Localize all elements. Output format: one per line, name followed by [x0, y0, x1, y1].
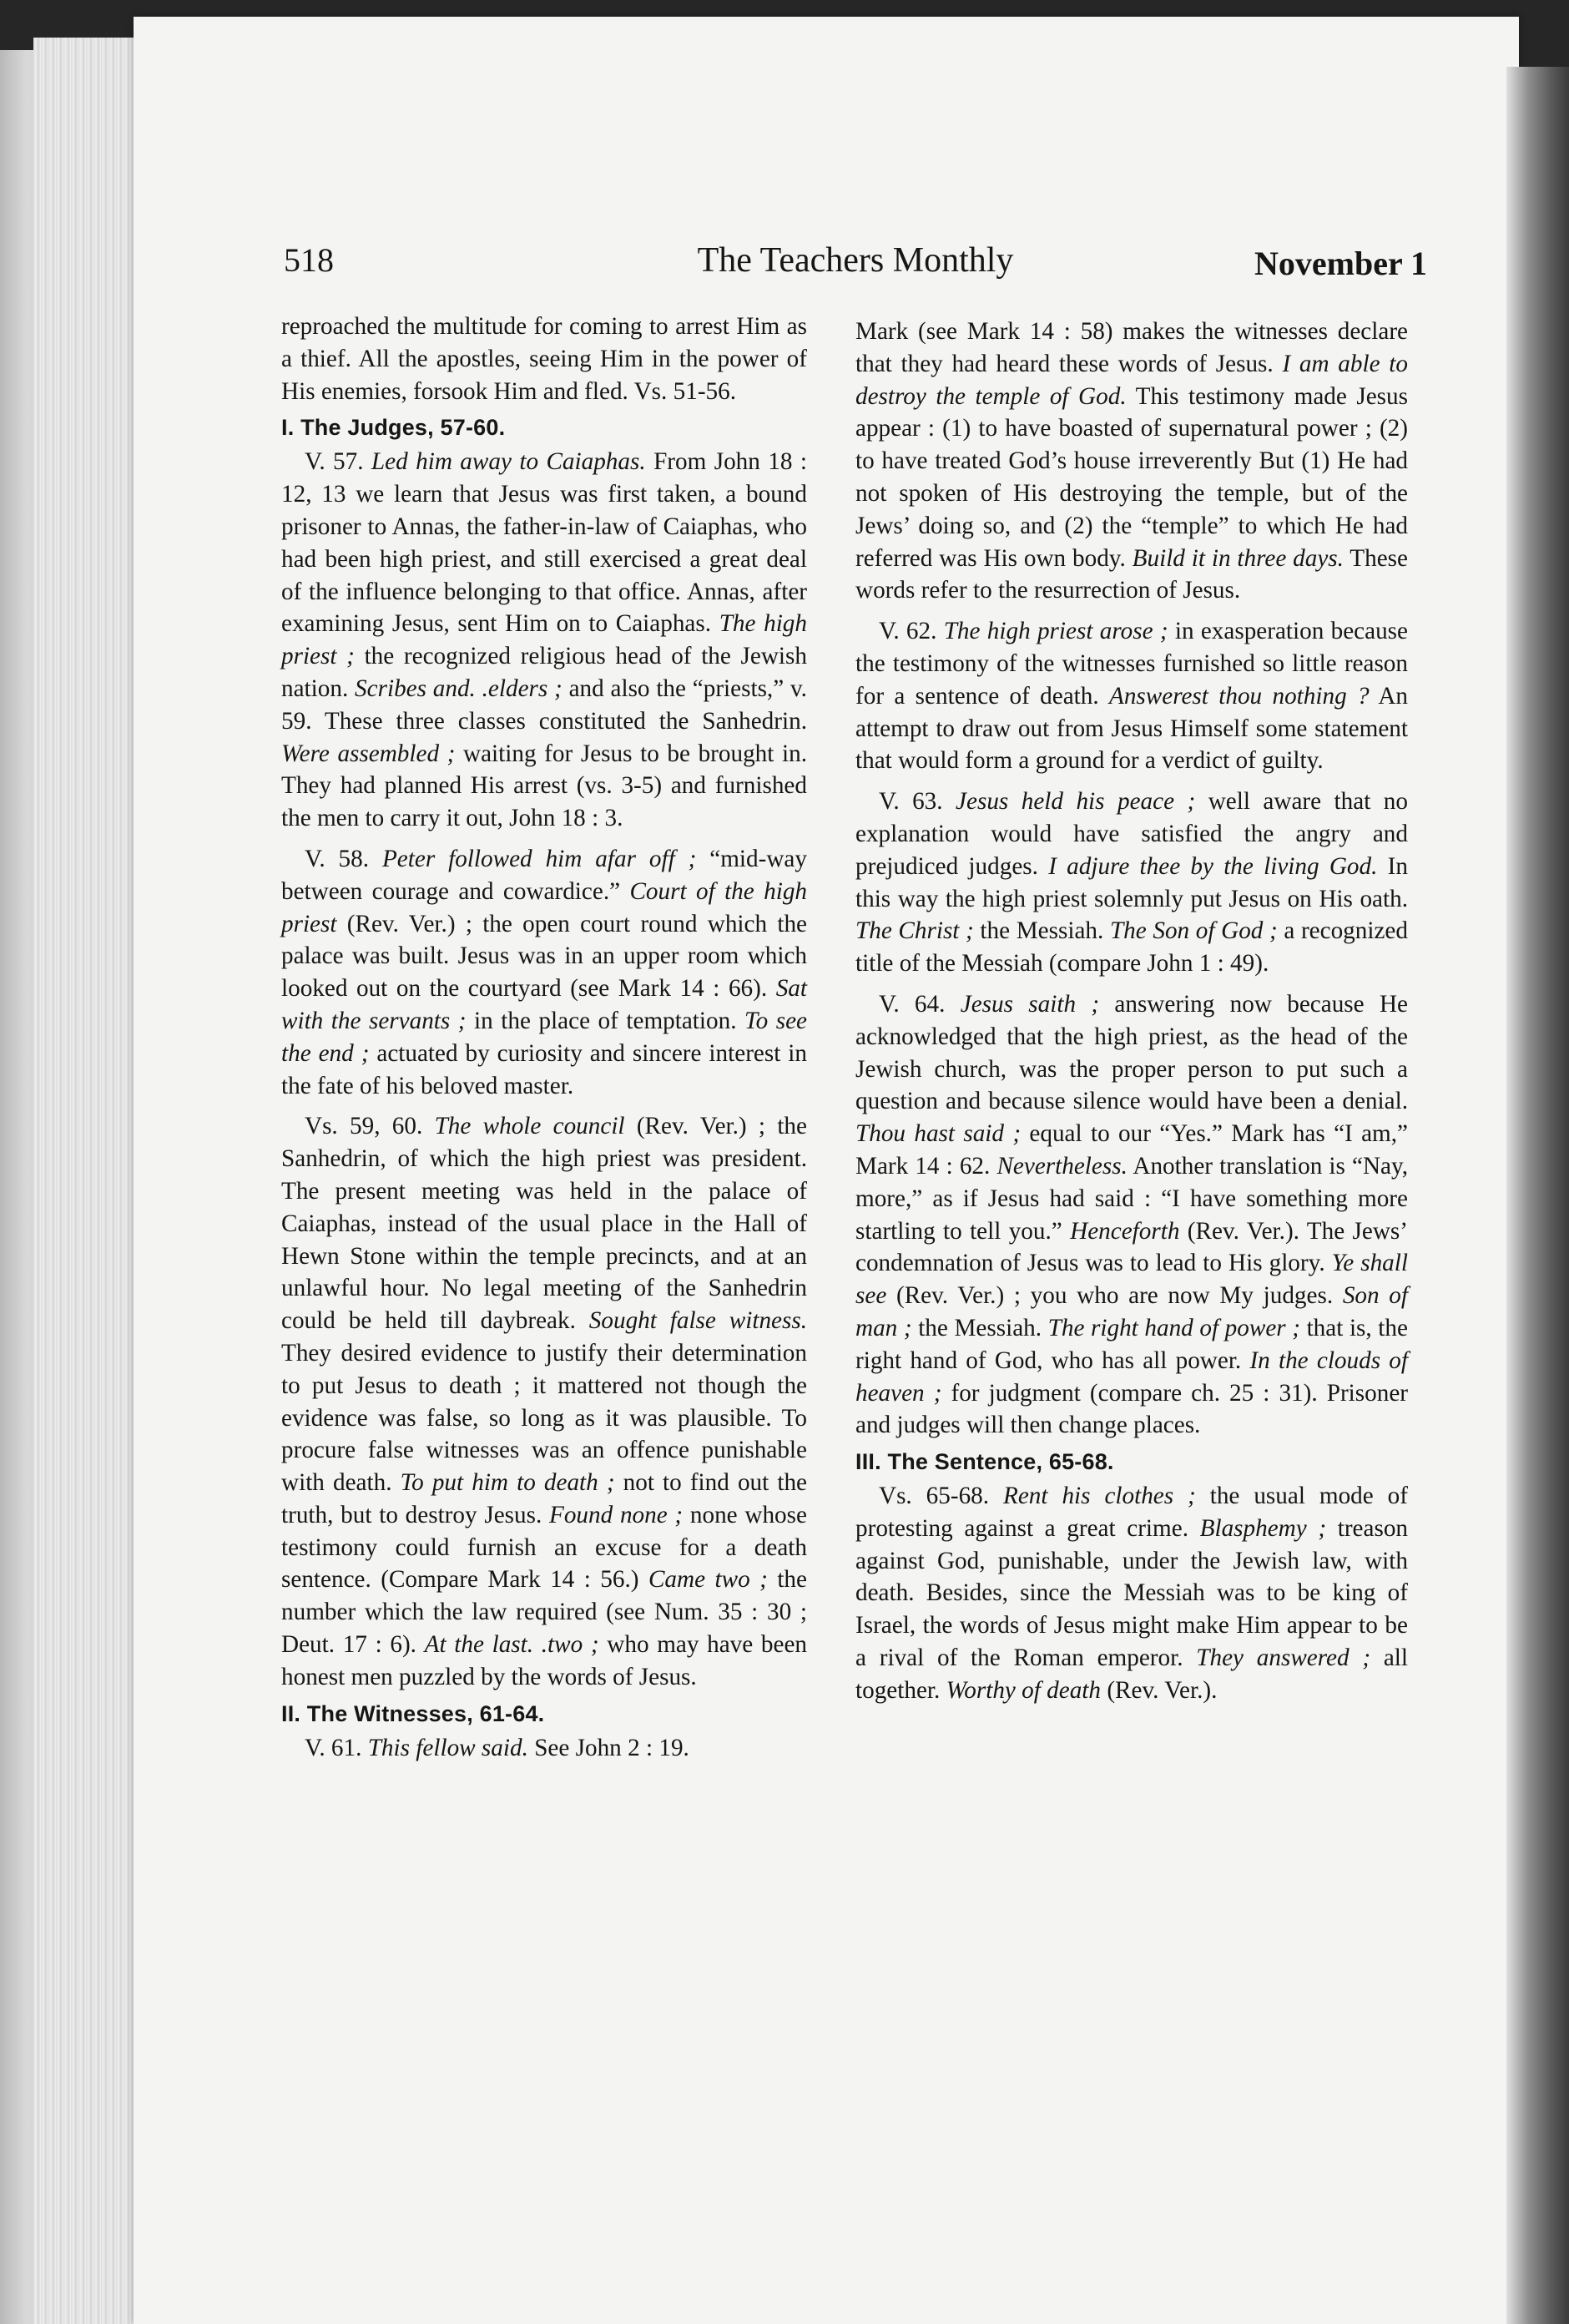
italic-phrase: This fellow said. [367, 1734, 528, 1761]
italic-phrase: Found none ; [549, 1501, 684, 1528]
section-heading-witnesses: II. The Witnesses, 61-64. [281, 1700, 545, 1726]
book-cover-edge [1506, 67, 1569, 2324]
paragraph: Mark (see Mark 14 : 58) makes the witnesses declare that they had heard these words of Jesus. I am able to destroy the temple of God. This testimony made Jesus appear : (1) to have boasted of supernatural power ; (2) to have treated God’s house irreverently But (1) He had not spoken of His destroying the temple, but of the Jews’ doing so, and (2) the “temple” to which He had referred was His own body. Build it in three days. These words refer to the resurrection of Jesus. [855, 318, 1408, 604]
italic-phrase: Ye shall see [855, 1250, 1408, 1310]
italic-phrase: Led him away to Caiaphas. [371, 448, 646, 476]
section-heading-judges: I. The Judges, 57-60. [281, 415, 506, 441]
italic-phrase: To put him to death ; [400, 1469, 615, 1497]
italic-phrase: Jesus saith ; [960, 990, 1100, 1018]
issue-date: November 1 [1254, 245, 1427, 282]
paragraph: Vs. 65-68. Rent his clothes ; the usual mode of protesting against a great crime. Blasphemy ; treason against God, punishable, under the Jewish law, with death. Besides, since the Messiah was to be king of Israel, the words of Jesus might make Him appear to be a rival of the Roman emperor. They answered ; all together. Worthy of death (Rev. Ver.). [855, 1483, 1409, 1704]
italic-phrase: The Christ ; [855, 917, 974, 945]
italic-phrase: Answerest thou nothing ? [1109, 682, 1370, 710]
italic-phrase: Court of the high priest [281, 877, 808, 937]
italic-phrase: Were assembled ; [281, 740, 456, 767]
running-header [284, 240, 1427, 290]
paragraph: V. 61. This fellow said. See John 2 : 19. [305, 1734, 689, 1761]
page-number: 518 [284, 241, 334, 279]
paragraph: V. 57. Led him away to Caiaphas. From John 18 : 12, 13 we learn that Jesus was first taken, a bound prisoner to Annas, the father-in-law of Caiaphas, who had been high priest, and still exercised a great deal of the influence belonging to that office. Annas, after examining Jesus, sent Him on to Caiaphas. The high priest ; the recognized religious head of the Jewish nation. Scribes and. .elders ; and also the “priests,” v. 59. These three classes constituted the Sanhedrin. Were assembled ; waiting for Jesus to be brought in. They had planned His arrest (vs. 3-5) and furnished the men to carry it out, John 18 : 3. [281, 448, 807, 832]
italic-phrase: Worthy of death [946, 1676, 1102, 1704]
italic-phrase: Thou hast said ; [855, 1120, 1022, 1148]
italic-phrase: Scribes and. .elders ; [355, 674, 563, 702]
section-heading-sentence: III. The Sentence, 65-68. [855, 1449, 1114, 1475]
running-title: The Teachers Monthly [697, 241, 1014, 280]
italic-phrase: The Son of God ; [1109, 917, 1278, 945]
paragraph: V. 64. Jesus saith ; answering now because He acknowledged that the high priest, as the head of the Jewish church, was the proper person to put such a question and because silence would have been a denial. Thou hast said ; equal to our “Yes.” Mark has “I am,” Mark 14 : 62. Nevertheless. Another translation is “Nay, more,” as if Jesus had said : “I have something more startling to tell you.” Henceforth (Rev. Ver.). The Jews’ condemnation of Jesus was to lead to His glory. Ye shall see (Rev. Ver.) ; you who are now My judges. Son of man ; the Messiah. The right hand of power ; that is, the right hand of God, who has all power. In the clouds of heaven ; for judgment (compare ch. 25 : 31). Prisoner and judges will then change places. [855, 990, 1409, 1439]
paragraph: reproached the multitude for coming to arrest Him as a thief. All the apostles, seeing Him in the power of His enemies, forsook Him and fled. Vs. 51-56. [281, 313, 807, 405]
italic-phrase: The high priest ; [281, 610, 807, 670]
italic-phrase: Rent his clothes ; [1003, 1483, 1196, 1510]
right-column [855, 316, 1408, 1707]
paragraph: V. 63. Jesus held his peace ; well aware that no explanation would have satisfied the angry and prejudiced judges. I adjure thee by the living God. In this way the high priest solemnly put Jesus on His oath. The Christ ; the Messiah. The Son of God ; a recognized title of the Messiah (compare John 1 : 49). [855, 788, 1408, 978]
italic-phrase: Jesus held his peace ; [956, 788, 1196, 816]
italic-phrase: I adjure thee by the living God. [1048, 852, 1378, 880]
left-column [281, 311, 807, 1764]
italic-phrase: The right hand of power ; [1047, 1314, 1300, 1341]
italic-phrase: Nevertheless. [996, 1152, 1128, 1180]
italic-phrase: Peter followed him afar off ; [381, 845, 697, 872]
italic-phrase: In the clouds of heaven ; [855, 1346, 1408, 1407]
italic-phrase: Build it in three days. [1132, 544, 1344, 572]
paragraph: V. 62. The high priest arose ; in exasperation because the testimony of the witnesses furnished so little reason for a sentence of death. Answerest thou nothing ? An attempt to draw out from Jesus Himself some statement that would form a ground for a verdict of guilty. [855, 618, 1409, 775]
italic-phrase: Son of man ; [855, 1282, 1409, 1341]
italic-phrase: Henceforth [1070, 1217, 1180, 1245]
italic-phrase: To see the end ; [281, 1007, 807, 1067]
italic-phrase: Sought false witness. [588, 1307, 808, 1335]
italic-phrase: They answered ; [1196, 1644, 1371, 1672]
italic-phrase: Came two ; [648, 1566, 768, 1594]
italic-phrase: Sat with the servants ; [281, 975, 807, 1034]
italic-phrase: Blasphemy ; [1199, 1514, 1327, 1542]
italic-phrase: At the last. .two ; [424, 1631, 599, 1659]
italic-phrase: The whole council [434, 1113, 625, 1140]
paragraph: V. 58. Peter followed him afar off ; “mid-way between courage and cowardice.” Court of the high priest (Rev. Ver.) ; the open court round which the palace was built. Jesus was in an upper room which looked out on the courtyard (see Mark 14 : 66). Sat with the servants ; in the place of temptation. To see the end ; actuated by curiosity and sincere interest in the fate of his beloved master. [281, 845, 808, 1099]
paragraph: Vs. 59, 60. The whole council (Rev. Ver.) ; the Sanhedrin, of which the high priest was president. The present meeting was held in the palace of Caiaphas, instead of the usual place in the Hall of Hewn Stone within the temple precincts, and at an unlawful hour. No legal meeting of the Sanhedrin could be held till daybreak. Sought false witness. They desired evidence to justify their determination to put Jesus to death ; it mattered not though the evidence was false, so long as it was plausible. To procure false witnesses was an offence punishable with death. To put him to death ; not to find out the truth, but to destroy Jesus. Found none ; none whose testimony could furnish an excuse for a death sentence. (Compare Mark 14 : 56.) Came two ; the number which the law required (see Num. 35 : 30 ; Deut. 17 : 6). At the last. .two ; who may have been honest men puzzled by the words of Jesus. [281, 1113, 808, 1690]
italic-phrase: The high priest arose ; [943, 618, 1168, 645]
italic-phrase: I am able to destroy the temple of God. [855, 350, 1408, 410]
